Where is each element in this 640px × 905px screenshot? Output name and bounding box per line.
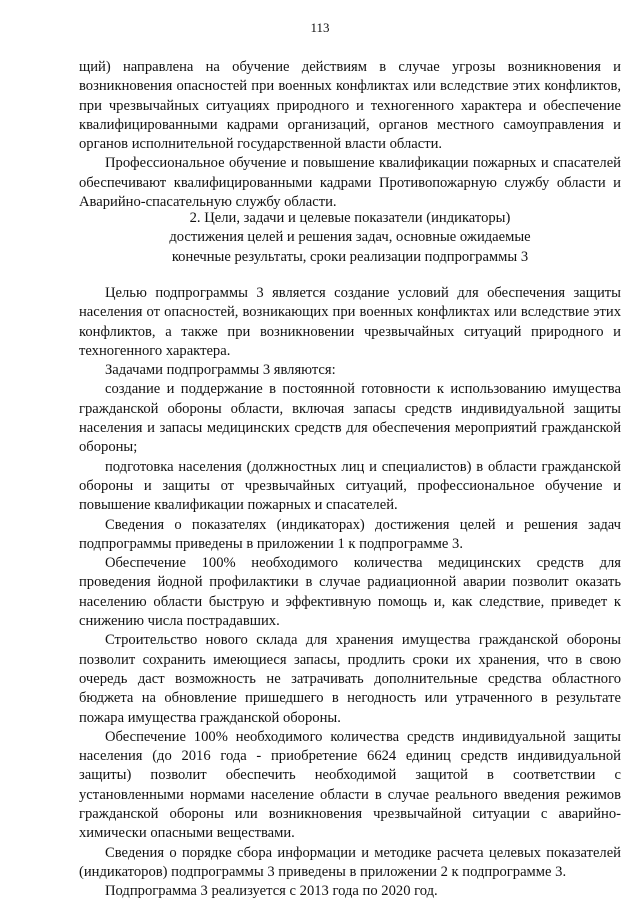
paragraph-task-population-training: подготовка населения (должностных лиц и специалистов) в области гражданской обороны и защиты от чрезвычайных ситуаций, профессиональное обучение и повышение квалификации пожарных и спасателей. xyxy=(79,458,621,514)
paragraph-goal: Целью подпрограммы 3 является создание условий для обеспечения защиты населения от опасностей, возникающих при военных конфликтах или вследствие этих конфликтов, а также при возникновении чрезвычайных ситуаций природного и техногенного характера. xyxy=(79,285,621,359)
paragraph-methodology-reference: Сведения о порядке сбора информации и методике расчета целевых показателей (индикаторов) подпрограммы 3 приведены в приложении 2 к подпрограмме 3. xyxy=(79,844,621,880)
paragraph-iodine-prophylaxis: Обеспечение 100% необходимого количества медицинских средств для проведения йодной профилактики в случае радиационной аварии позволит оказать населению области быструю и эффективную помощь и, как следствие, приведет к снижению числа пострадавших. xyxy=(79,555,621,630)
paragraph-implementation-period: Подпрограмма 3 реализуется с 2013 года по 2020 год. xyxy=(105,883,438,900)
section-heading-line: достижения целей и решения задач, основные ожидаемые xyxy=(169,229,531,246)
section-heading-line: 2. Цели, задачи и целевые показатели (индикаторы) xyxy=(189,210,511,226)
paragraph-professional-training: Профессиональное обучение и повышение квалификации пожарных и спасателей обеспечивают квалифицированными кадрами Противопожарную службу области и Аварийно-спасательную службу области. xyxy=(79,155,621,211)
paragraph-warehouse-construction: Строительство нового склада для хранения имущества гражданской обороны позволит сохранить имеющиеся запасы, продлить сроки их хранения, что в свою очередь даст возможность не затрачивать дополнительные средства областного бюджета на обновление пришедшего в негодность или утраченного в результате пожара имущества гражданской обороны. xyxy=(79,632,621,726)
paragraph-protective-equipment: Обеспечение 100% необходимого количества средств индивидуальной защиты населения (до 2016 года - приобретение 6624 единиц средств индивидуальной защиты) позволит обеспечить необходимой защитой в соответствии с установленными нормами население области в случае реального введения режимов гражданской обороны или возникновения чрезвычайной ситуации с аварийно-химически опасными веществами. xyxy=(79,728,621,842)
section-heading xyxy=(79,209,621,267)
section-heading-line: конечные результаты, сроки реализации подпрограммы 3 xyxy=(171,248,529,265)
page-number: 113 xyxy=(310,20,330,35)
paragraph-indicators-reference: Сведения о показателях (индикаторах) достижения целей и решения задач подпрограммы приведены в приложении 1 к подпрограмме 3. xyxy=(79,516,621,552)
paragraph-continuation: щий) направлена на обучение действиям в случае угрозы возникновения и возникновения опасностей при военных конфликтах или вследствие этих конфликтов, при чрезвычайных ситуациях природного и техногенного характера и обеспечение квалифицированными кадрами организаций, органов местного самоуправления и органов исполнительной государственной власти области. xyxy=(79,59,621,153)
intro-text-block xyxy=(79,58,621,212)
section-body-text xyxy=(79,284,621,902)
paragraph-tasks-intro: Задачами подпрограммы 3 являются: xyxy=(105,362,336,379)
paragraph-task-civil-defense-property: создание и поддержание в постоянной готовности к использованию имущества гражданской обороны области, включая запасы средств индивидуальной защиты населения и запасы медицинских средств для обеспечения мероприятий гражданской обороны; xyxy=(79,381,621,456)
